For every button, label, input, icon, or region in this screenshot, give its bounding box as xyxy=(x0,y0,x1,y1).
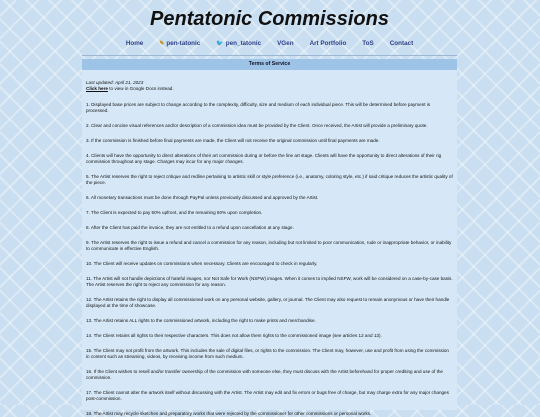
nav-tumblr[interactable] xyxy=(159,40,200,47)
last-updated: Last updated: April 21, 2023 xyxy=(86,80,144,85)
tos-clause: 12. The Artist retains the right to display all commissioned work on any personal website, gallery, or journal. The Client may also request to remain anonymous or have their handle displayed at the time of showcase. xyxy=(86,297,450,308)
nav-twitter[interactable] xyxy=(216,40,261,47)
nav-tos[interactable] xyxy=(362,40,373,47)
tos-clause: 2. Clear and concise visual references and/or description of a commission idea must be provided by the Client. Once received, the Artist will provide a preliminary quote. xyxy=(86,123,428,128)
docs-suffix: to view in Google Docs instead. xyxy=(107,86,174,91)
nav-home-label: Home xyxy=(125,40,144,47)
nav-art-portfolio[interactable] xyxy=(310,40,347,47)
nav-art-portfolio-label: Art Portfolio xyxy=(309,40,347,47)
tos-clause: 16. If the Client wishes to resell and/or transfer ownership of the commission with someone else, they must discuss with the Artist beforehand for proper crediting and use of the commission. xyxy=(86,369,443,380)
tos-clause: 18. The Artist may recycle sketches and preparatory works that were rejected by the commissioner for other commissions or personal works. xyxy=(86,411,372,416)
nav-contact[interactable] xyxy=(390,40,413,47)
nav-vgen[interactable] xyxy=(277,40,293,47)
tos-header-bar: Terms of Service xyxy=(82,59,457,70)
tos-clause: 8. After the Client has paid the invoice, they are not entitled to a refund upon cancellation at any stage. xyxy=(86,225,294,230)
pen-icon: ✎ xyxy=(159,41,165,47)
page-container xyxy=(82,0,457,416)
tos-clause: 4. Clients will have the opportunity to direct alterations of their art commission during or before the line art stage. Clients will have the opportunity to direct alterations of their rig commission throughout any stage. Charges may incur for any major changes. xyxy=(86,153,442,164)
tos-clause: 9. The Artist reserves the right to issue a refund and cancel a commission for any reason, including but not limited to poor communication, rude or inappropriate behavior, or inability to communicate in effective English. xyxy=(86,240,452,251)
nav-contact-label: Contact xyxy=(389,40,414,47)
twitter-bird-icon: 🐦 xyxy=(216,41,224,47)
google-docs-link[interactable]: Click here xyxy=(86,86,108,91)
tos-clause: 14. The Client retains all rights to their respective characters. This does not allow them rights to the commissioned image (see articles 12 and 13). xyxy=(86,333,382,338)
nav-tumblr-label: pen-tatonic xyxy=(166,40,201,47)
docs-line xyxy=(86,86,453,92)
tos-clause: 1. Displayed base prices are subject to change according to the complexity, difficulty, size and medium of each individual piece. This will be determined before payment is processed. xyxy=(86,102,431,113)
tos-clause: 6. All monetary transactions must be done through PayPal unless previously discussed and approved by the Artist. xyxy=(86,195,319,200)
nav-vgen-label: VGen xyxy=(277,40,294,47)
nav-home[interactable] xyxy=(126,40,144,47)
site-title: Pentatonic Commissions xyxy=(150,8,389,30)
tos-clause: 17. The Client cannot alter the artwork itself without discussing with the Artist. The Artist may edit and fix errors or bugs free of charge, but may charge extra for any major changes post-commission. xyxy=(86,390,449,401)
tos-clause: 7. The Client is expected to pay 50% upfront, and the remaining 50% upon completion. xyxy=(86,210,263,215)
top-nav xyxy=(82,34,457,56)
tos-content[interactable] xyxy=(82,70,457,416)
tos-clause: 11. The Artist will not handle depictions of hateful images, nor Not Safe for Work (NSFW) images. When it comes to implied NSFW, work will be considered on a case-by-case basis. The Artist reserves the right to reject any commission for any reason. xyxy=(86,276,453,287)
nav-tos-label: ToS xyxy=(362,40,374,47)
tos-clause: 3. If the commission is finished before final payments are made, the Client will not receive the original commission until final payments are made. xyxy=(86,138,380,143)
tos-clause: 5. The Artist reserves the right to reject critique and redline pertaining to artistic skill or style preference (i.e., anatomy, coloring style, etc.) if said critique reduces the artistic quality of the piece. xyxy=(86,174,453,185)
tos-clause: 15. The Client may not profit from the artwork. This includes the sale of digital files, or rights to the commission. The Client may, however, use and profit from using the commission in content such as streaming, videos, by receiving income from such medium. xyxy=(86,348,449,359)
tos-clause: 10. The Client will receive updates on commissions when necessary. Clients are encouraged to check in regularly. xyxy=(86,261,318,266)
nav-twitter-label: pen_tatonic xyxy=(225,40,262,47)
tos-clause: 13. The Artist retains ALL rights to the commissioned artwork, including the right to make prints and merchandise. xyxy=(86,318,316,323)
